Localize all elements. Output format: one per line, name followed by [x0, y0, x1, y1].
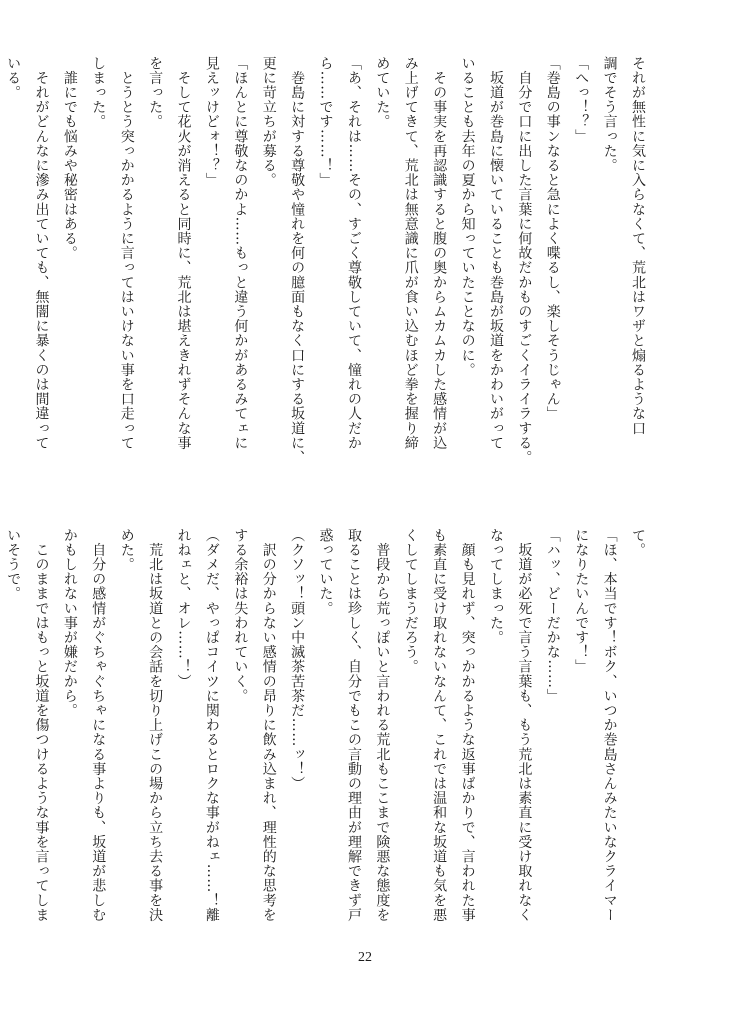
text-line: とうとう突っかかるように言ってはいけない事を口走って	[118, 56, 135, 451]
text-line: み上げてきて、荒北は無意識に爪が食い込むほど拳を握り締	[402, 56, 419, 451]
text-line: いそうで。	[5, 528, 22, 601]
text-line: 更に苛立ちが募る。	[260, 56, 277, 188]
text-line: めていた。	[374, 56, 391, 129]
text-line: 巻島に対する尊敬や憧れを何の臆面もなく口にする坂道に、	[289, 56, 306, 465]
text-line: て。	[630, 528, 646, 558]
text-line: 自分の感情がぐちゃぐちゃになる事よりも、坂道が悲しむ	[90, 528, 107, 923]
text-line: いる。	[5, 56, 22, 100]
text-line: 「ほんとに尊敬なのかよ……もっと違う何かがあるみてェに	[232, 56, 249, 451]
text-line: 「ハッ、どーだかな……」	[544, 528, 561, 704]
text-line: （ダメだ、やっぱコイツに関わるとロクな事がねェ……！離	[203, 528, 220, 923]
text-line: しまった。	[90, 56, 107, 129]
text-line: それが無性に気に入らなくて、荒北はワザと煽るような口	[630, 56, 646, 436]
text-line: なってしまった。	[487, 528, 504, 645]
text-line: かもしれない事が嫌だから。	[61, 528, 78, 718]
lower-text-block	[5, 528, 652, 968]
text-line: いることも去年の夏から知っていたことなのに。	[459, 56, 476, 378]
text-line: 「ほ、本当です！ボク、いつか巻島さんみたいなクライマー	[601, 528, 618, 923]
text-line: 自分で口に出した言葉に何故だかものすごくイライラする。	[516, 56, 533, 465]
text-line: このままではもっと坂道を傷つけるような事を言ってしま	[33, 528, 50, 923]
text-line: 訳の分からない感情の昂りに飲み込まれ、理性的な思考を	[260, 528, 277, 923]
page-number: 22	[358, 950, 372, 965]
text-line: （クソッ！頭ン中滅茶苦茶だ……ッ！）	[289, 528, 306, 791]
text-line: その事実を再認識すると腹の奥からムカムカした感情が込	[431, 56, 448, 451]
text-line: 普段から荒っぽいと言われる荒北もここまで険悪な態度を	[374, 528, 391, 923]
text-line: くしてしまうだろう。	[402, 528, 419, 674]
text-line: 見えッけどォ！？」	[203, 56, 220, 188]
text-line: 調でそう言った。	[601, 56, 618, 173]
text-line: も素直に受け取れないなんて、これでは温和な坂道も気を悪	[431, 528, 448, 923]
text-line: ら……です……！」	[317, 56, 334, 188]
text-line: を言った。	[147, 56, 164, 129]
text-line: 誰にでも悩みや秘密はある。	[61, 56, 78, 261]
text-line: めた。	[118, 528, 135, 572]
text-line: 荒北は坂道との会話を切り上げこの場から立ち去る事を決	[147, 528, 164, 923]
text-line: 「あ、それは……その、すごく尊敬していて、憧れの人だか	[345, 56, 362, 451]
text-line: そして花火が消えると同時に、荒北は堪えきれずそんな事	[175, 56, 192, 451]
text-line: する余裕は失われていく。	[232, 528, 249, 704]
text-line: それがどんなに滲み出ていても、無闇に暴くのは間違って	[33, 56, 50, 451]
text-line: 坂道が必死で言う言葉も、もう荒北は素直に受け取れなく	[516, 528, 533, 923]
upper-text-block	[5, 56, 652, 498]
text-line: 坂道が巻島に懐いていることも巻島が坂道をかわいがって	[487, 56, 504, 451]
text-line: になりたいんです！」	[573, 528, 590, 674]
text-line: れねェと、オレ……！）	[175, 528, 192, 689]
text-line: 惑っていた。	[317, 528, 334, 616]
text-line: 取ることは珍しく、自分でもこの言動の理由が理解できず戸	[345, 528, 362, 923]
text-line: 顔も見れず、突っかかるような返事ばかりで、言われた事	[459, 528, 476, 923]
text-line: 「巻島の事ンなると急によく喋るし、楽しそうじゃん」	[544, 56, 561, 421]
text-line: 「へっ！？」	[573, 56, 590, 144]
